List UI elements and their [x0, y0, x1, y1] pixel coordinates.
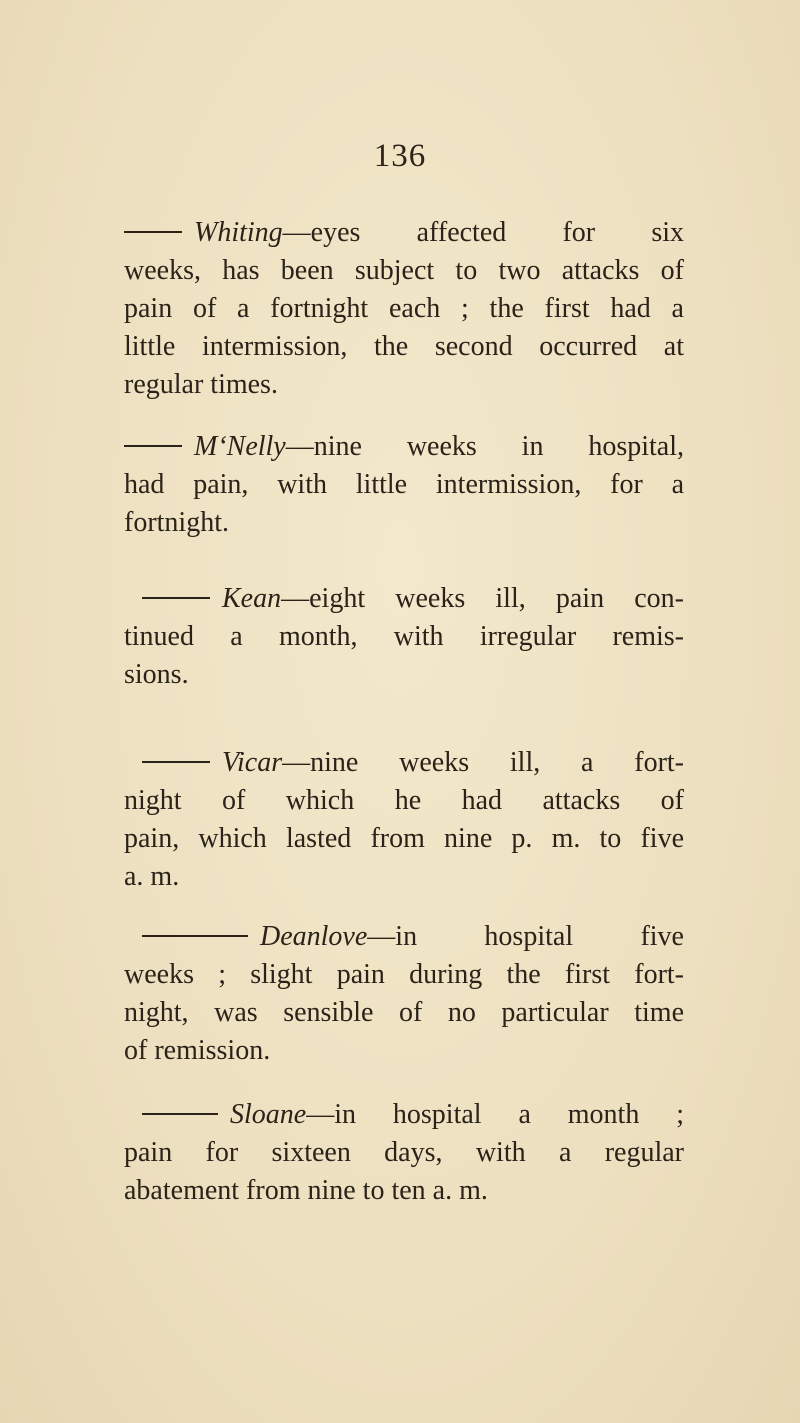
case-entry-mnelly	[124, 428, 684, 542]
page-number: 136	[373, 138, 427, 174]
case-entry-whiting	[124, 214, 684, 404]
entry-line	[124, 918, 684, 956]
entry-line	[124, 214, 684, 252]
entry-line	[124, 744, 684, 782]
em-dash-rule	[124, 445, 182, 447]
entry-line: weeks, has been subject to two attacks of	[124, 255, 684, 286]
patient-name: Deanlove	[260, 921, 368, 952]
patient-name: Kean	[222, 583, 282, 614]
entry-text: —in hospital five	[367, 921, 684, 952]
entry-line: pain of a fortnight each ; the first had a	[124, 293, 684, 324]
em-dash-rule	[142, 935, 248, 937]
entry-text: —in hospital a month ;	[306, 1099, 684, 1130]
entry-line: sions.	[124, 659, 189, 690]
entry-text: —nine weeks ill, a fort-	[282, 747, 684, 778]
entry-line: tinued a month, with irregular remis-	[124, 621, 684, 652]
case-entry-deanlove	[124, 918, 684, 1070]
patient-name: Whiting	[194, 217, 283, 248]
entry-line: pain for sixteen days, with a regular	[124, 1137, 684, 1168]
entry-line: of remission.	[124, 1035, 271, 1066]
entry-text: —nine weeks in hospital,	[285, 431, 684, 462]
entry-line: regular times.	[124, 369, 278, 400]
case-entry-kean	[124, 580, 684, 694]
entry-line: weeks ; slight pain during the first fort-	[124, 959, 684, 990]
patient-name: Sloane	[230, 1099, 307, 1130]
entry-line: a. m.	[124, 861, 180, 892]
entry-line: little intermission, the second occurred at	[124, 331, 684, 362]
entry-line	[124, 428, 684, 466]
em-dash-rule	[142, 1113, 218, 1115]
entry-line: night of which he had attacks of	[124, 785, 684, 816]
entry-text: —eight weeks ill, pain con-	[281, 583, 684, 614]
em-dash-rule	[142, 761, 210, 763]
entry-line: night, was sensible of no particular time	[124, 997, 684, 1028]
entry-line: abatement from nine to ten a. m.	[124, 1175, 488, 1206]
case-entry-vicar	[124, 744, 684, 896]
em-dash-rule	[142, 597, 210, 599]
patient-name: M‘Nelly	[194, 431, 286, 462]
entry-text: —eyes affected for six	[282, 217, 684, 248]
entry-line	[124, 1096, 684, 1134]
entry-line: fortnight.	[124, 507, 229, 538]
patient-name: Vicar	[222, 747, 283, 778]
case-entry-sloane	[124, 1096, 684, 1210]
entry-line	[124, 580, 684, 618]
entry-line: pain, which lasted from nine p. m. to five	[124, 823, 684, 854]
em-dash-rule	[124, 231, 182, 233]
entry-line: had pain, with little intermission, for a	[124, 469, 684, 500]
